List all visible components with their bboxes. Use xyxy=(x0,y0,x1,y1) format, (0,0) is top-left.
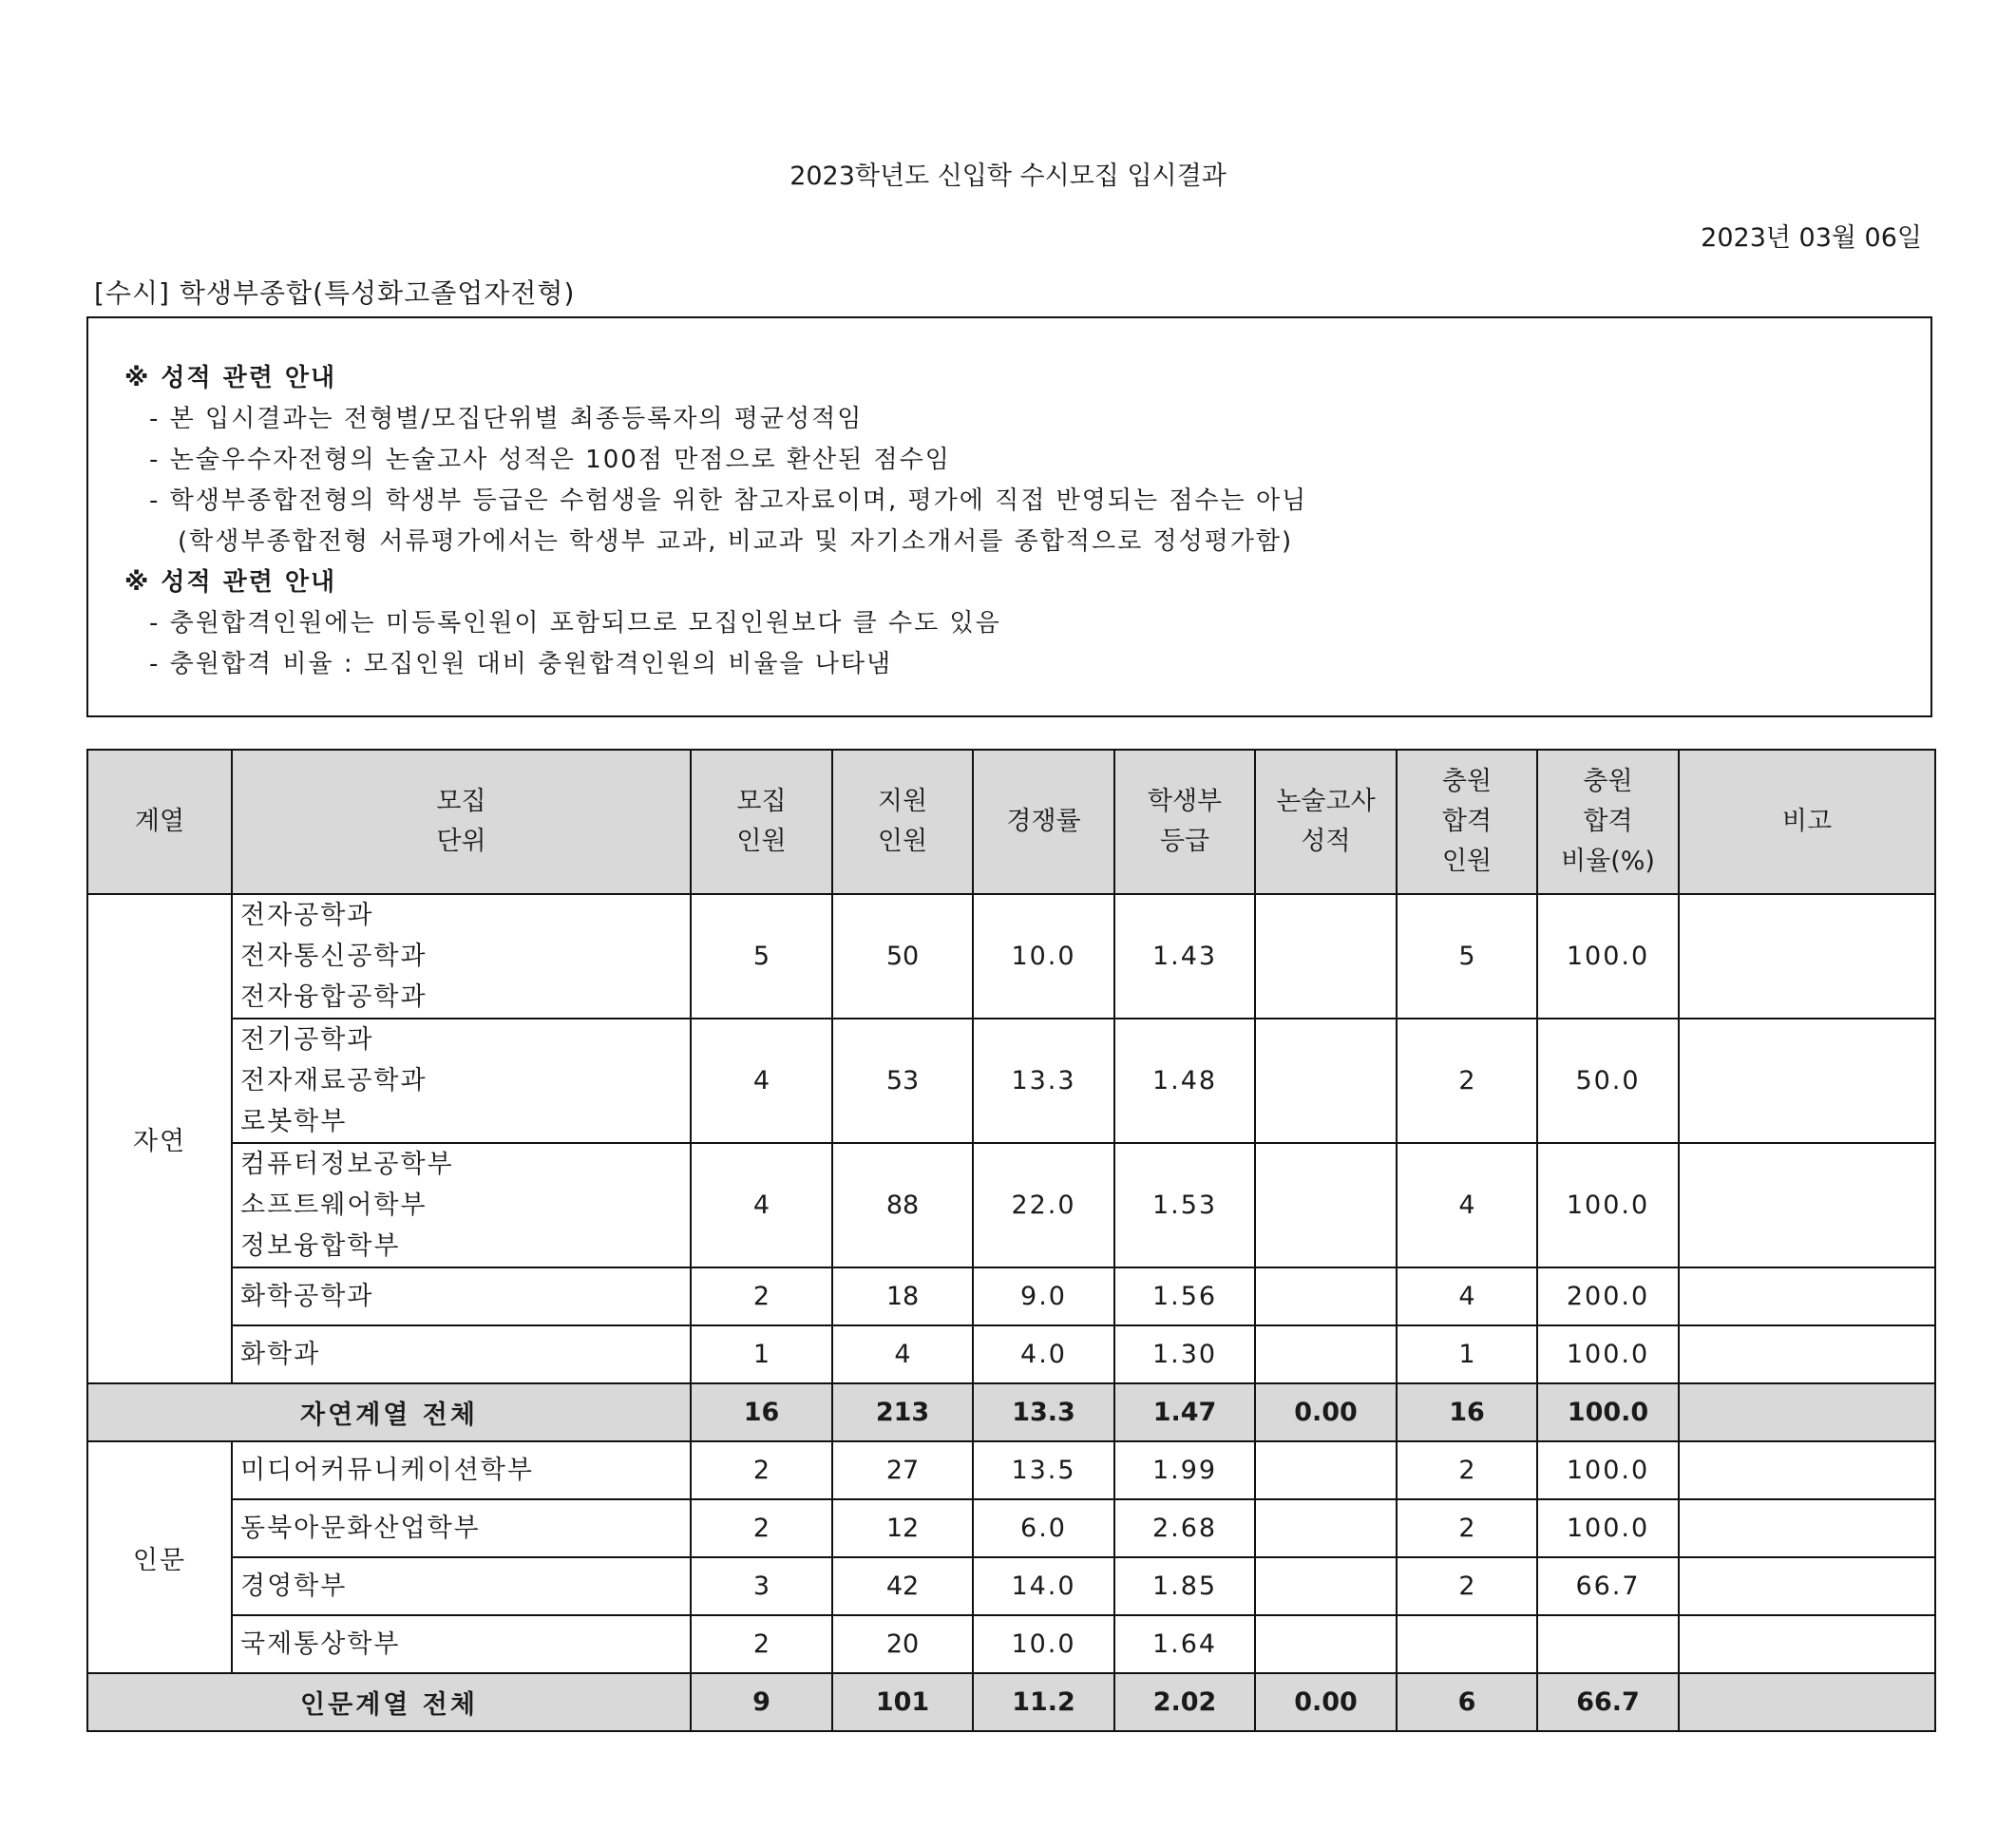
ratio-cell: 13.3 xyxy=(973,1019,1114,1143)
ratio-cell: 10.0 xyxy=(973,894,1114,1019)
grade-cell: 1.30 xyxy=(1114,1325,1255,1383)
applicants-cell: 20 xyxy=(832,1615,973,1673)
extra-cell: 16 xyxy=(1397,1383,1537,1441)
extra-rate-cell: 50.0 xyxy=(1537,1019,1679,1143)
table-row xyxy=(87,1019,1935,1143)
extra-rate-cell: 100.0 xyxy=(1537,1325,1679,1383)
notice-item: - 충원합격 비율 : 모집인원 대비 충원합격인원의 비율을 나타냄 xyxy=(149,650,893,678)
remarks-cell xyxy=(1679,1441,1935,1499)
essay-cell xyxy=(1255,1325,1397,1383)
applicants-cell: 88 xyxy=(832,1143,973,1267)
extra-cell: 4 xyxy=(1397,1143,1537,1267)
grade-cell: 1.48 xyxy=(1114,1019,1255,1143)
essay-cell xyxy=(1255,1143,1397,1267)
quota-cell: 2 xyxy=(691,1441,832,1499)
table-row xyxy=(87,1615,1935,1673)
extra-rate-cell: 100.0 xyxy=(1537,1143,1679,1267)
group-cell-natural: 자연 xyxy=(87,894,232,1383)
applicants-cell: 213 xyxy=(832,1383,973,1441)
notice-item: - 충원합격인원에는 미등록인원이 포함되므로 모집인원보다 클 수도 있음 xyxy=(149,609,1001,638)
unit-cell: 국제통상학부 xyxy=(232,1615,691,1673)
extra-cell: 2 xyxy=(1397,1019,1537,1143)
header-applicants: 지원 인원 xyxy=(832,750,973,894)
grade-cell: 1.85 xyxy=(1114,1557,1255,1615)
extra-cell: 5 xyxy=(1397,894,1537,1019)
grade-cell: 2.02 xyxy=(1114,1673,1255,1731)
extra-cell: 2 xyxy=(1397,1557,1537,1615)
applicants-cell: 12 xyxy=(832,1499,973,1557)
unit-cell: 전자공학과 전자통신공학과 전자융합공학과 xyxy=(232,894,691,1019)
extra-cell xyxy=(1397,1615,1537,1673)
quota-cell: 1 xyxy=(691,1325,832,1383)
section-title: [수시] 학생부종합(특성화고졸업자전형) xyxy=(94,277,576,309)
notice-box xyxy=(86,316,1932,717)
table-row xyxy=(87,894,1935,1019)
remarks-cell xyxy=(1679,1267,1935,1325)
extra-rate-cell: 200.0 xyxy=(1537,1267,1679,1325)
notice-item: - 논술우수자전형의 논술고사 성적은 100점 만점으로 환산된 점수임 xyxy=(149,446,951,474)
essay-cell xyxy=(1255,1615,1397,1673)
quota-cell: 5 xyxy=(691,894,832,1019)
header-ratio: 경쟁률 xyxy=(973,750,1114,894)
ratio-cell: 6.0 xyxy=(973,1499,1114,1557)
ratio-cell: 13.5 xyxy=(973,1441,1114,1499)
applicants-cell: 18 xyxy=(832,1267,973,1325)
header-extra-rate: 충원 합격 비율(%) xyxy=(1537,750,1679,894)
remarks-cell xyxy=(1679,1557,1935,1615)
ratio-cell: 9.0 xyxy=(973,1267,1114,1325)
unit-cell: 전기공학과 전자재료공학과 로봇학부 xyxy=(232,1019,691,1143)
extra-rate-cell: 66.7 xyxy=(1537,1673,1679,1731)
unit-cell: 미디어커뮤니케이션학부 xyxy=(232,1441,691,1499)
essay-cell xyxy=(1255,1557,1397,1615)
remarks-cell xyxy=(1679,1019,1935,1143)
remarks-cell xyxy=(1679,1499,1935,1557)
header-group: 계열 xyxy=(87,750,232,894)
quota-cell: 2 xyxy=(691,1267,832,1325)
applicants-cell: 50 xyxy=(832,894,973,1019)
extra-rate-cell: 100.0 xyxy=(1537,894,1679,1019)
extra-cell: 6 xyxy=(1397,1673,1537,1731)
grade-cell: 1.99 xyxy=(1114,1441,1255,1499)
ratio-cell: 10.0 xyxy=(973,1615,1114,1673)
table-row xyxy=(87,1267,1935,1325)
applicants-cell: 101 xyxy=(832,1673,973,1731)
remarks-cell xyxy=(1679,1325,1935,1383)
table-row xyxy=(87,1441,1935,1499)
table-header-row xyxy=(87,750,1935,894)
grade-cell: 1.53 xyxy=(1114,1143,1255,1267)
extra-rate-cell: 100.0 xyxy=(1537,1499,1679,1557)
extra-rate-cell: 100.0 xyxy=(1537,1383,1679,1441)
header-remarks: 비고 xyxy=(1679,750,1935,894)
notice-item: - 본 입시결과는 전형별/모집단위별 최종등록자의 평균성적임 xyxy=(149,405,864,433)
essay-cell xyxy=(1255,1499,1397,1557)
quota-cell: 3 xyxy=(691,1557,832,1615)
essay-cell xyxy=(1255,1441,1397,1499)
quota-cell: 2 xyxy=(691,1615,832,1673)
ratio-cell: 13.3 xyxy=(973,1383,1114,1441)
applicants-cell: 27 xyxy=(832,1441,973,1499)
extra-cell: 2 xyxy=(1397,1499,1537,1557)
quota-cell: 2 xyxy=(691,1499,832,1557)
ratio-cell: 4.0 xyxy=(973,1325,1114,1383)
header-quota: 모집 인원 xyxy=(691,750,832,894)
total-label: 자연계열 전체 xyxy=(87,1383,691,1441)
unit-cell: 화학공학과 xyxy=(232,1267,691,1325)
table-row xyxy=(87,1557,1935,1615)
grade-cell: 1.47 xyxy=(1114,1383,1255,1441)
ratio-cell: 14.0 xyxy=(973,1557,1114,1615)
grade-cell: 1.56 xyxy=(1114,1267,1255,1325)
extra-cell: 2 xyxy=(1397,1441,1537,1499)
extra-cell: 1 xyxy=(1397,1325,1537,1383)
extra-rate-cell xyxy=(1537,1615,1679,1673)
essay-cell: 0.00 xyxy=(1255,1673,1397,1731)
document-date: 2023년 03월 06일 xyxy=(1701,223,1922,253)
essay-cell xyxy=(1255,1267,1397,1325)
notice-heading: ※ 성적 관련 안내 xyxy=(124,364,337,392)
unit-cell: 컴퓨터정보공학부 소프트웨어학부 정보융합학부 xyxy=(232,1143,691,1267)
table-row xyxy=(87,1325,1935,1383)
document-title: 2023학년도 신입학 수시모집 입시결과 xyxy=(789,162,1227,191)
quota-cell: 4 xyxy=(691,1019,832,1143)
essay-cell xyxy=(1255,894,1397,1019)
total-row xyxy=(87,1673,1935,1731)
quota-cell: 9 xyxy=(691,1673,832,1731)
unit-cell: 화학과 xyxy=(232,1325,691,1383)
header-essay: 논술고사 성적 xyxy=(1255,750,1397,894)
ratio-cell: 22.0 xyxy=(973,1143,1114,1267)
total-row xyxy=(87,1383,1935,1441)
table-row xyxy=(87,1143,1935,1267)
header-unit: 모집 단위 xyxy=(232,750,691,894)
applicants-cell: 4 xyxy=(832,1325,973,1383)
total-label: 인문계열 전체 xyxy=(87,1673,691,1731)
remarks-cell xyxy=(1679,894,1935,1019)
extra-cell: 4 xyxy=(1397,1267,1537,1325)
grade-cell: 1.43 xyxy=(1114,894,1255,1019)
essay-cell xyxy=(1255,1019,1397,1143)
quota-cell: 16 xyxy=(691,1383,832,1441)
essay-cell: 0.00 xyxy=(1255,1383,1397,1441)
header-extra: 충원 합격 인원 xyxy=(1397,750,1537,894)
notice-item: - 학생부종합전형의 학생부 등급은 수험생을 위한 참고자료이며, 평가에 직접 반영되는 점수는 아님 xyxy=(149,486,1308,515)
quota-cell: 4 xyxy=(691,1143,832,1267)
results-table xyxy=(86,749,1936,1732)
remarks-cell xyxy=(1679,1673,1935,1731)
extra-rate-cell: 66.7 xyxy=(1537,1557,1679,1615)
notice-item: (학생부종합전형 서류평가에서는 학생부 교과, 비교과 및 자기소개서를 종합적으로 정성평가함) xyxy=(178,527,1294,556)
remarks-cell xyxy=(1679,1143,1935,1267)
unit-cell: 경영학부 xyxy=(232,1557,691,1615)
remarks-cell xyxy=(1679,1615,1935,1673)
grade-cell: 2.68 xyxy=(1114,1499,1255,1557)
unit-cell: 동북아문화산업학부 xyxy=(232,1499,691,1557)
table-row xyxy=(87,1499,1935,1557)
ratio-cell: 11.2 xyxy=(973,1673,1114,1731)
notice-heading: ※ 성적 관련 안내 xyxy=(124,568,337,597)
remarks-cell xyxy=(1679,1383,1935,1441)
group-cell-humanities: 인문 xyxy=(87,1441,232,1673)
applicants-cell: 53 xyxy=(832,1019,973,1143)
grade-cell: 1.64 xyxy=(1114,1615,1255,1673)
extra-rate-cell: 100.0 xyxy=(1537,1441,1679,1499)
header-grade: 학생부 등급 xyxy=(1114,750,1255,894)
applicants-cell: 42 xyxy=(832,1557,973,1615)
